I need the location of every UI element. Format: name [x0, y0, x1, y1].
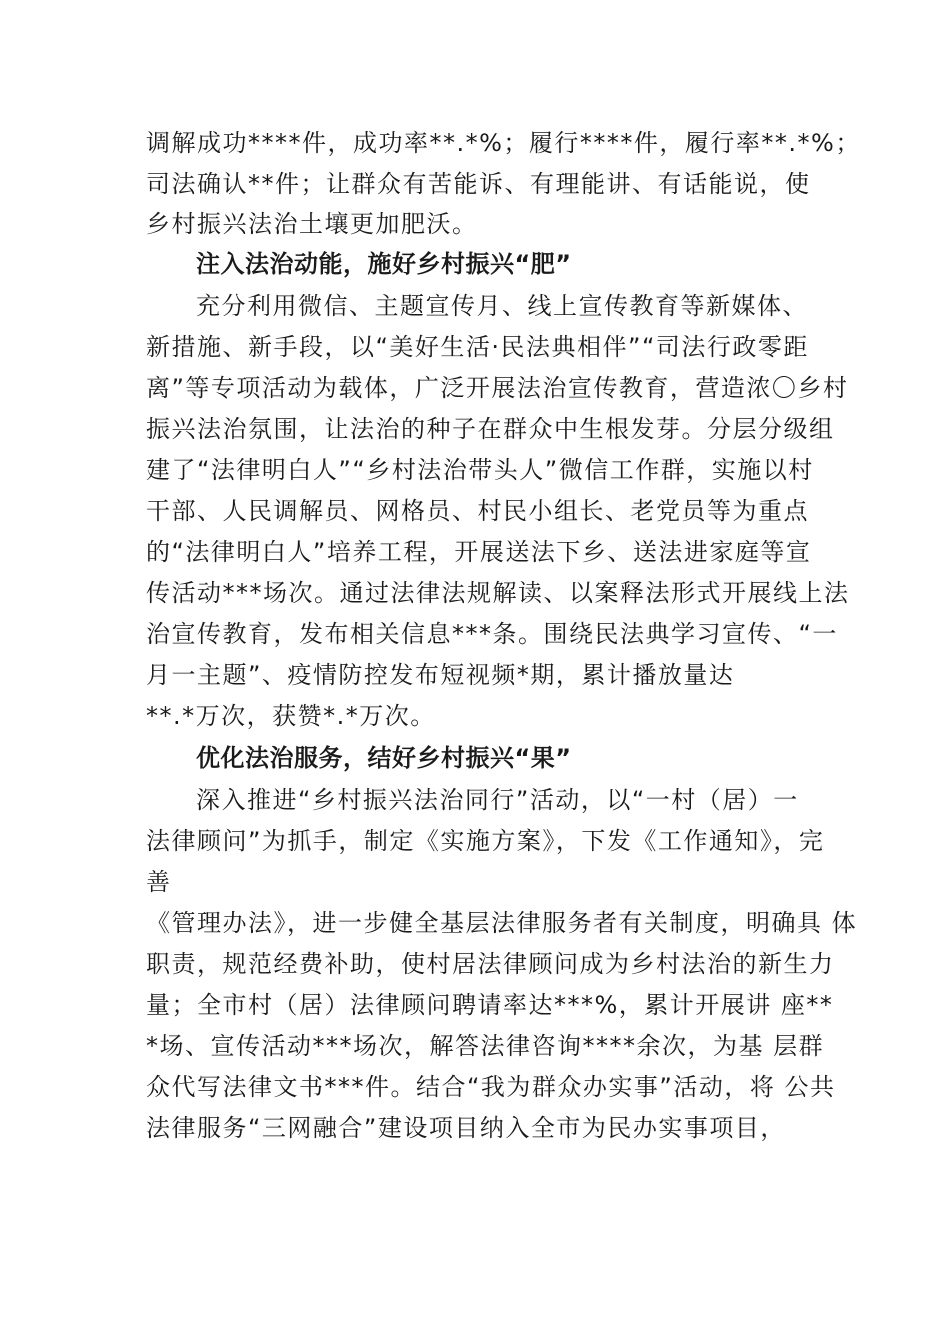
paragraph-3-line-6: 量；全市村（居）法律顾问聘请率达***%，累计开展讲 座**	[146, 991, 834, 1019]
paragraph-2-line-9: 治宣传教育，发布相关信息***条。围绕民法典学习宣传、“一	[146, 620, 838, 648]
section-heading-fertilizer: 注入法治动能，施好乡村振兴“肥”	[196, 250, 572, 278]
paragraph-2-line-7: 的“法律明白人”培养工程，开展送法下乡、送法进家庭等宣	[146, 538, 812, 566]
paragraph-1-line-2: 司法确认**件；让群众有苦能诉、有理能讲、有话能说，使	[146, 170, 811, 198]
paragraph-2-line-11: **.*万次，获赞*.*万次。	[146, 702, 436, 730]
paragraph-3-line-3: 善	[146, 868, 172, 896]
paragraph-3-line-2: 法律顾问”为抓手，制定《实施方案》，下发《工作通知》，完	[146, 827, 825, 855]
paragraph-2-line-4: 振兴法治氛围，让法治的种子在群众中生根发芽。分层分级组	[146, 415, 835, 443]
paragraph-1-line-3: 乡村振兴法治土壤更加肥沃。	[146, 210, 478, 238]
paragraph-3-line-1: 深入推进“乡村振兴法治同行”活动，以“一村（居）一	[196, 786, 799, 814]
paragraph-3-line-7: *场、宣传活动***场次，解答法律咨询****余次，为基 层群	[146, 1032, 825, 1060]
paragraph-3-line-8: 众代写法律文书***件。结合“我为群众办实事”活动，将 公共	[146, 1073, 836, 1101]
paragraph-3-line-5: 职责，规范经费补助，使村居法律顾问成为乡村法治的新生力	[146, 950, 835, 978]
section-heading-fruit: 优化法治服务，结好乡村振兴“果”	[196, 744, 572, 772]
paragraph-3-line-9: 法律服务“三网融合”建设项目纳入全市为民办实事项目，	[146, 1114, 786, 1142]
paragraph-2-line-6: 干部、人民调解员、网格员、村民小组长、老党员等为重点	[146, 497, 809, 525]
paragraph-2-line-5: 建了“法律明白人”“乡村法治带头人”微信工作群，实施以村	[146, 456, 814, 484]
paragraph-3-line-4: 《管理办法》，进一步健全基层法律服务者有关制度，明确具 体	[146, 909, 858, 937]
paragraph-2-line-10: 月一主题”、疫情防控发布短视频*期，累计播放量达	[146, 661, 735, 689]
paragraph-2-line-3: 离”等专项活动为载体，广泛开展法治宣传教育，营造浓〇乡村	[146, 374, 849, 402]
paragraph-2-line-2: 新措施、新手段，以“美好生活·民法典相伴”“司法行政零距	[146, 333, 809, 361]
paragraph-2-line-1: 充分利用微信、主题宣传月、线上宣传教育等新媒体、	[196, 292, 808, 320]
paragraph-2-line-8: 传活动***场次。通过法律法规解读、以案释法形式开展线上法	[146, 579, 850, 607]
paragraph-1-line-1: 调解成功****件，成功率**.*%；履行****件，履行率**.*%；	[146, 129, 861, 157]
